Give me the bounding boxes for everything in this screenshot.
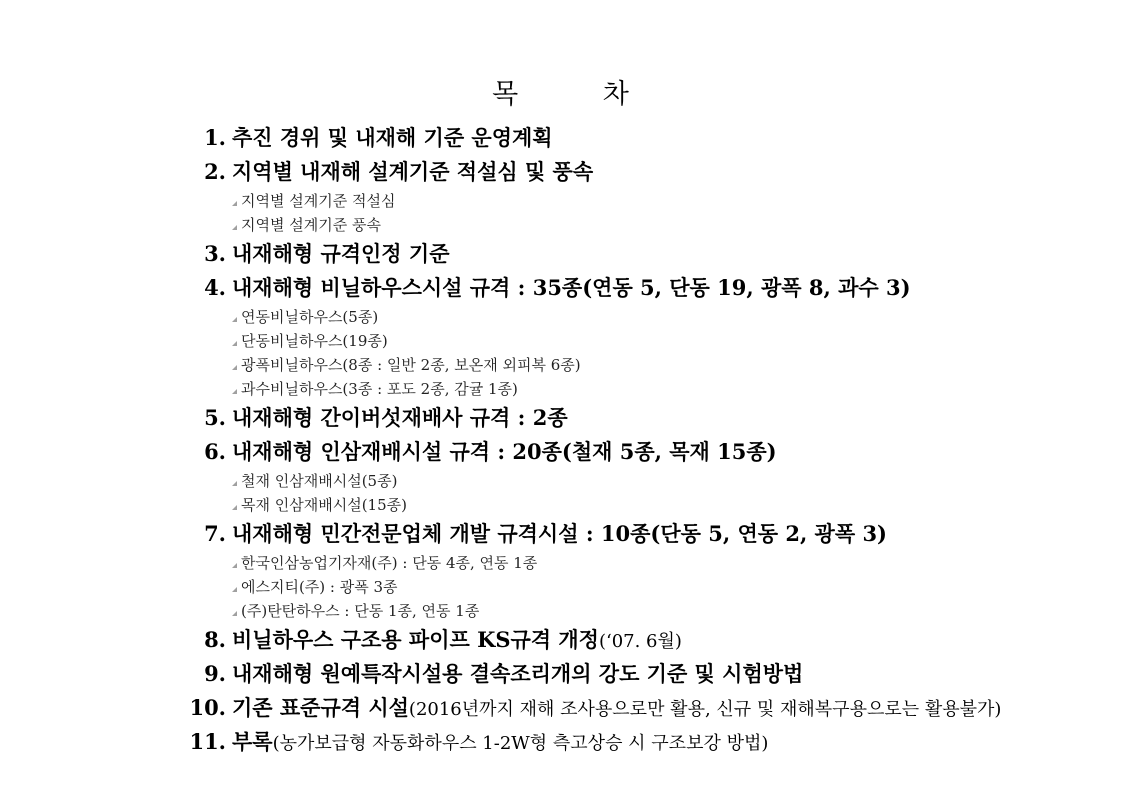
toc-subentry-label: 목재 인삼재배시설(15종) — [241, 496, 407, 514]
toc-subentry-label: (주)탄탄하우스 : 단동 1종, 연동 1종 — [241, 602, 480, 620]
table-of-contents — [186, 121, 1106, 759]
toc-entry-title: 내재해형 민간전문업체 개발 규격시설 : 10종(단동 5, 연동 2, 광폭 3) — [232, 521, 887, 546]
toc-entry-title: 기존 표준규격 시설 — [232, 695, 409, 720]
triangle-bullet-icon — [232, 481, 237, 486]
triangle-bullet-icon — [232, 505, 237, 510]
toc-subentry-label: 과수비닐하우스(3종 : 포도 2종, 감귤 1종) — [241, 380, 518, 398]
toc-subentry-label: 철재 인삼재배시설(5종) — [241, 472, 398, 490]
toc-subentry — [186, 213, 1106, 237]
triangle-bullet-icon — [232, 317, 237, 322]
triangle-bullet-icon — [232, 225, 237, 230]
toc-entry — [186, 435, 1106, 469]
triangle-bullet-icon — [232, 341, 237, 346]
triangle-bullet-icon — [232, 201, 237, 206]
toc-subentry — [186, 551, 1106, 575]
toc-entry-number: 6. — [204, 439, 226, 464]
toc-entry-number: 7. — [204, 521, 226, 546]
toc-subentry — [186, 305, 1106, 329]
triangle-bullet-icon — [232, 365, 237, 370]
toc-entry-title: 내재해형 비닐하우스시설 규격 : 35종(연동 5, 단동 19, 광폭 8, 과수 3) — [232, 275, 911, 300]
toc-entry — [186, 401, 1106, 435]
toc-entry-number: 11. — [189, 729, 226, 754]
toc-subentry-label: 에스지티(주) : 광폭 3종 — [241, 578, 398, 596]
toc-subentry-label: 단동비닐하우스(19종) — [241, 332, 388, 350]
toc-subentry — [186, 575, 1106, 599]
toc-subentry — [186, 493, 1106, 517]
toc-entry-number: 1. — [204, 125, 226, 150]
toc-entry-number: 3. — [204, 241, 226, 266]
triangle-bullet-icon — [232, 389, 237, 394]
toc-entry-title: 내재해형 간이버섯재배사 규격 : 2종 — [232, 405, 568, 430]
toc-subentry-label: 지역별 설계기준 풍속 — [241, 216, 381, 234]
toc-entry — [186, 691, 1106, 725]
toc-entry-number: 9. — [204, 661, 226, 686]
toc-entry-number: 4. — [204, 275, 226, 300]
toc-entry-title: 비닐하우스 구조용 파이프 KS규격 개정 — [232, 627, 599, 652]
toc-subentry — [186, 377, 1106, 401]
toc-subentry — [186, 599, 1106, 623]
toc-entry-title: 추진 경위 및 내재해 기준 운영계획 — [232, 125, 553, 150]
toc-entry-number: 10. — [189, 695, 226, 720]
triangle-bullet-icon — [232, 587, 237, 592]
toc-entry-title: 부록 — [232, 729, 273, 754]
toc-entry — [186, 623, 1106, 657]
toc-entry-note: (‘07. 6월) — [598, 631, 682, 652]
toc-entry-number: 5. — [204, 405, 226, 430]
page-title: 목 차 — [492, 79, 667, 110]
toc-entry — [186, 517, 1106, 551]
toc-subentry — [186, 329, 1106, 353]
toc-entry — [186, 121, 1106, 155]
toc-entry-note: (농가보급형 자동화하우스 1-2W형 측고상승 시 구조보강 방법) — [272, 733, 769, 754]
toc-subentry-label: 연동비닐하우스(5종) — [241, 308, 379, 326]
toc-entry-note: (2016년까지 재해 조사용으로만 활용, 신규 및 재해복구용으로는 활용불가) — [408, 699, 1002, 720]
toc-entry-title: 내재해형 인삼재배시설 규격 : 20종(철재 5종, 목재 15종) — [232, 439, 777, 464]
toc-subentry — [186, 469, 1106, 493]
triangle-bullet-icon — [232, 611, 237, 616]
toc-entry-title: 내재해형 규격인정 기준 — [232, 241, 450, 266]
toc-subentry-label: 한국인삼농업기자재(주) : 단동 4종, 연동 1종 — [241, 554, 538, 572]
toc-entry-title: 지역별 내재해 설계기준 적설심 및 풍속 — [232, 159, 594, 184]
toc-subentry — [186, 189, 1106, 213]
toc-subentry-label: 광폭비닐하우스(8종 : 일반 2종, 보온재 외피복 6종) — [241, 356, 581, 374]
toc-entry — [186, 155, 1106, 189]
toc-subentry-label: 지역별 설계기준 적설심 — [241, 192, 396, 210]
toc-entry — [186, 237, 1106, 271]
toc-subentry — [186, 353, 1106, 377]
toc-entry-number: 8. — [204, 627, 226, 652]
toc-entry — [186, 271, 1106, 305]
toc-entry — [186, 657, 1106, 691]
toc-entry-title: 내재해형 원예특작시설용 결속조리개의 강도 기준 및 시험방법 — [232, 661, 804, 686]
triangle-bullet-icon — [232, 563, 237, 568]
toc-entry-number: 2. — [204, 159, 226, 184]
toc-entry — [186, 725, 1106, 759]
